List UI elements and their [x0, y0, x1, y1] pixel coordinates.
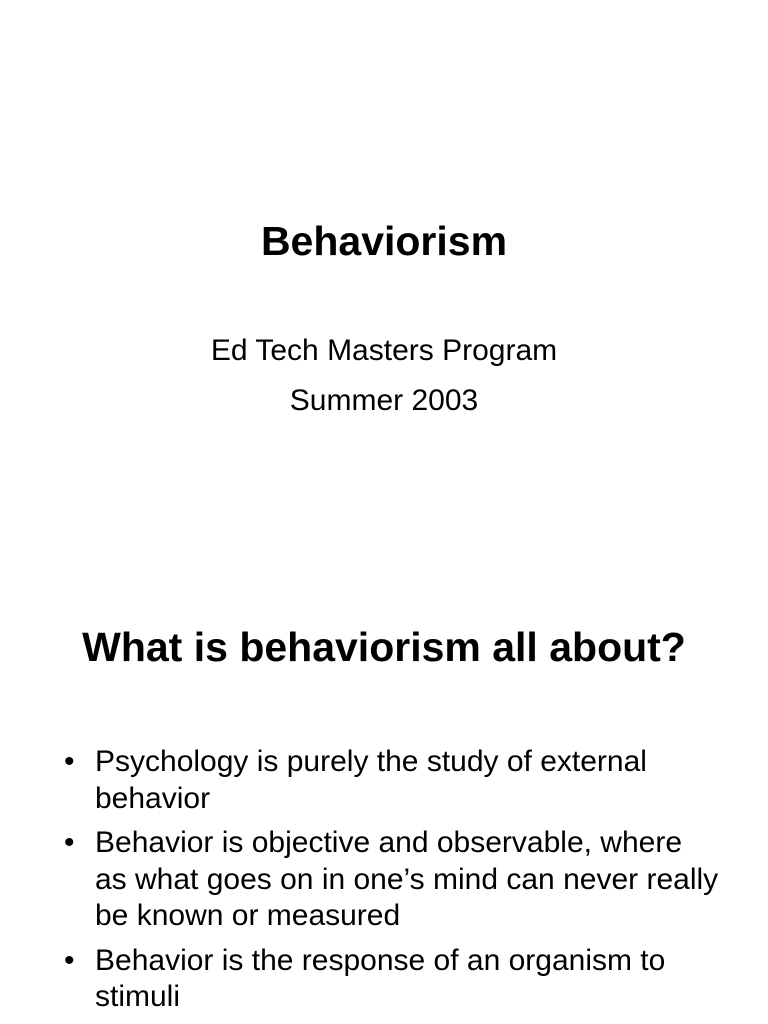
bullet-list	[60, 744, 720, 1024]
bullet-text: Behavior is objective and observable, where as what goes on in one’s mind can never really be known or measured	[95, 826, 719, 932]
slide-subtitle-date: Summer 2003	[289, 384, 479, 417]
slide-subtitle-program: Ed Tech Masters Program	[210, 334, 558, 367]
bullet-marker: •	[64, 943, 75, 977]
bullet-item	[60, 825, 720, 935]
slide-title: Behaviorism	[260, 218, 508, 264]
bullet-marker: •	[64, 826, 75, 859]
bullet-marker: •	[64, 745, 75, 778]
bullet-text: Psychology is purely the study of external behavior	[95, 745, 647, 815]
bullet-item	[60, 744, 720, 817]
content-slide	[0, 576, 768, 1024]
bullet-text: Behavior is the response of an organism to stimuli	[95, 943, 666, 1013]
slide-title: What is behaviorism all about?	[82, 624, 686, 670]
bullet-item	[60, 943, 720, 1016]
